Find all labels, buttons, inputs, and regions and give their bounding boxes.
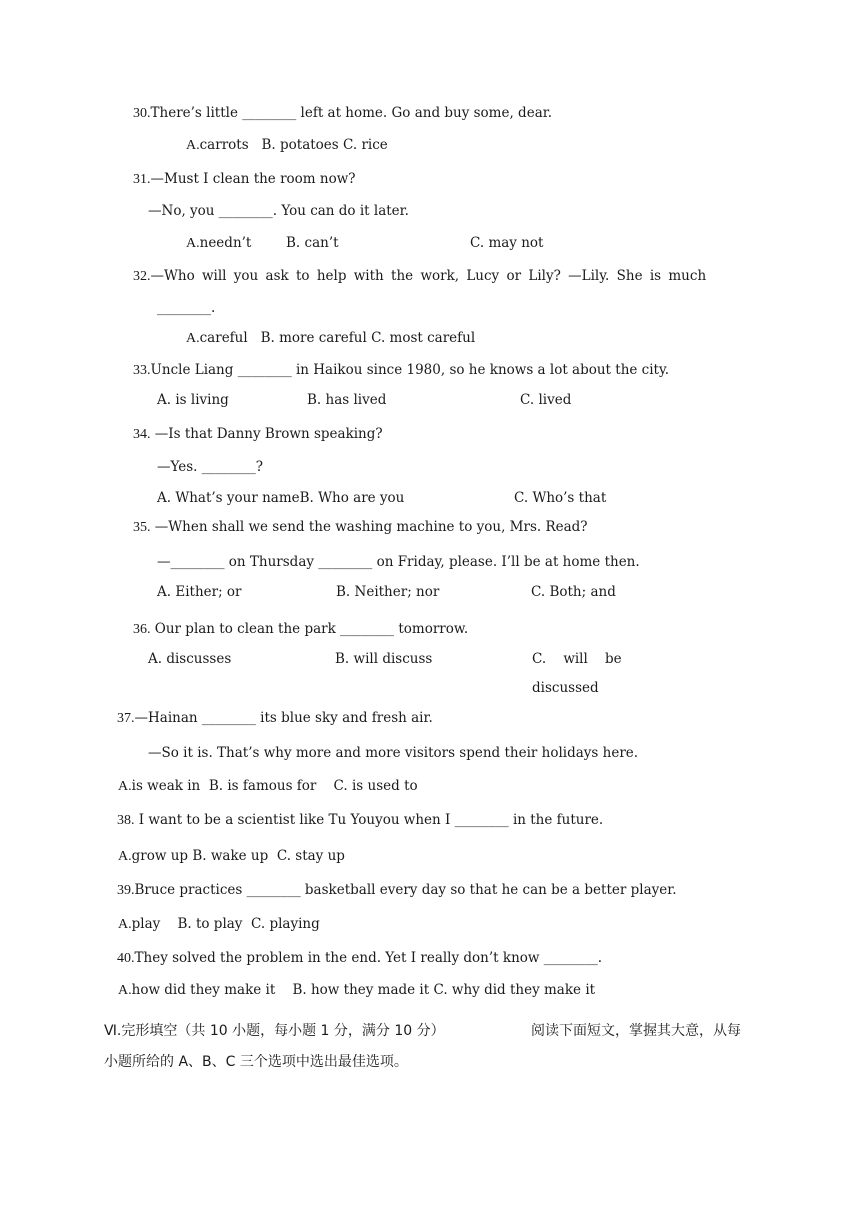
question-30-stem: 30.There’s little ________ left at home. Go and buy some, dear.	[133, 105, 552, 121]
section-instruction-line2: 小题所给的 A、B、C 三个选项中选出最佳选项。	[104, 1054, 408, 1070]
section-title: 完形填空（共 10 小题，每小题 1 分，满分 10 分）	[121, 1023, 445, 1039]
question-34-option-c: C. Who’s that	[514, 490, 607, 506]
question-36-option-c-wrap: discussed	[532, 680, 599, 696]
question-38-stem: 38. I want to be a scientist like Tu Youyou when I ________ in the future.	[117, 812, 604, 828]
question-39-options: A.play B. to play C. playing	[118, 916, 320, 932]
question-32-stem: 32.—Who will you ask to help with the work, Lucy or Lily? —Lily. She is much	[133, 268, 707, 284]
question-31-options: A.needn’t	[186, 235, 252, 251]
question-33-option-a: A. is living	[157, 392, 229, 408]
question-31-option-b: B. can’t	[286, 235, 339, 251]
question-33-option-c: C. lived	[520, 392, 572, 408]
question-37-stem: 37.—Hainan ________ its blue sky and fresh air.	[117, 710, 433, 726]
question-32-options: A.careful B. more careful C. most careful	[186, 330, 476, 346]
question-33-stem: 33.Uncle Liang ________ in Haikou since 1980, so he knows a lot about the city.	[133, 362, 670, 378]
question-35-stem-line2: —________ on Thursday ________ on Friday, please. I’ll be at home then.	[157, 554, 640, 570]
question-36-stem: 36. Our plan to clean the park ________ tomorrow.	[133, 621, 469, 637]
question-35-stem: 35. —When shall we send the washing machine to you, Mrs. Read?	[133, 519, 588, 535]
question-37-options: A.is weak in B. is famous for C. is used to	[118, 778, 418, 794]
section-instruction-line1: 阅读下面短文，掌握其大意，从每	[531, 1023, 741, 1039]
question-31-stem-line2: —No, you ________. You can do it later.	[148, 203, 409, 219]
question-31-stem: 31.—Must I clean the room now?	[133, 171, 356, 187]
question-40-options: A.how did they make it B. how they made it C. why did they make it	[118, 982, 596, 998]
question-39-stem: 39.Bruce practices ________ basketball every day so that he can be a better player.	[117, 882, 677, 898]
question-35-option-a: A. Either; or	[157, 584, 242, 600]
section-heading	[104, 1022, 445, 1040]
question-38-options: A.grow up B. wake up C. stay up	[118, 848, 345, 864]
question-40-stem: 40.They solved the problem in the end. Yet I really don’t know ________.	[117, 950, 603, 966]
question-30-options: A.carrots B. potatoes C. rice	[186, 137, 388, 153]
question-35-option-c: C. Both; and	[531, 584, 616, 600]
section-numeral: Ⅵ.	[104, 1023, 122, 1039]
question-32-stem-line2: ________.	[157, 300, 216, 316]
question-33-option-b: B. has lived	[307, 392, 387, 408]
question-37-stem-line2: —So it is. That’s why more and more visitors spend their holidays here.	[148, 745, 639, 761]
question-36-option-c: C. will be	[532, 651, 622, 667]
question-34-option-a: A. What’s your nameB. Who are you	[157, 490, 405, 506]
question-35-option-b: B. Neither; nor	[336, 584, 440, 600]
question-34-stem-line2: —Yes. ________?	[157, 459, 263, 475]
question-31-option-c: C. may not	[470, 235, 544, 251]
question-34-stem: 34. —Is that Danny Brown speaking?	[133, 426, 383, 442]
question-36-option-b: B. will discuss	[335, 651, 433, 667]
question-36-option-a: A. discusses	[148, 651, 232, 667]
